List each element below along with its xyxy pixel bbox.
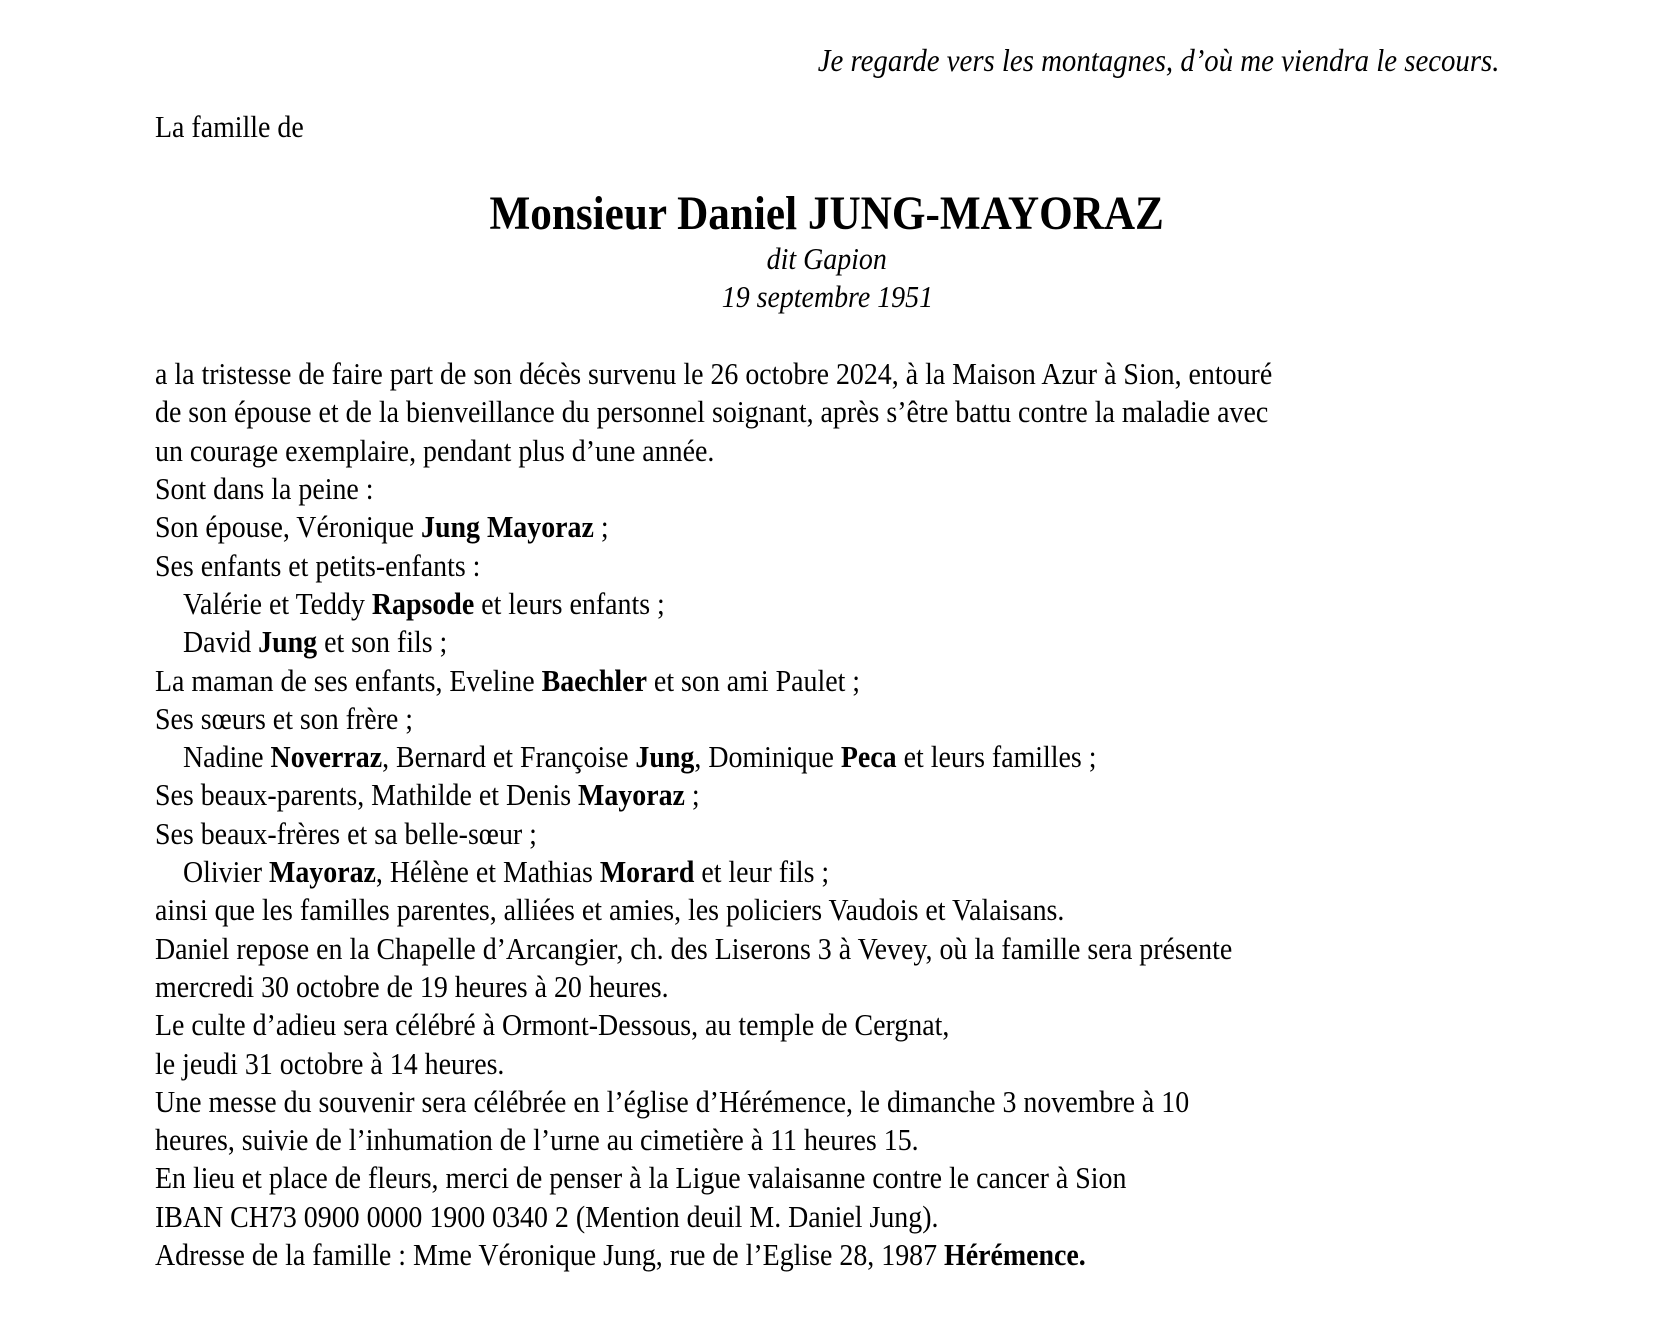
text-segment: Le culte d’adieu sera célébré à Ormont-Dessous, au temple de Cergnat, [155,1007,950,1043]
body-line-text [155,1198,938,1236]
deceased-name-text: Monsieur Daniel JUNG-MAYORAZ [489,186,1165,240]
deceased-birthdate-text: 19 septembre 1951 [721,278,933,314]
body-line-text [155,393,1268,431]
name-emphasis: Jung [635,739,695,775]
name-emphasis: Jung [258,624,318,660]
text-segment: et son fils ; [317,624,448,660]
body-line-text [155,662,860,700]
name-emphasis: Mayoraz [269,854,376,890]
text-segment: et leur fils ; [694,854,830,890]
body-line-text [155,1121,919,1159]
text-segment: Ses enfants et petits-enfants : [155,547,481,583]
text-segment: Nadine [183,739,271,775]
body-line-text [155,1006,949,1044]
text-segment: Son épouse, Véronique [155,509,422,545]
deceased-alias-text: dit Gapion [766,240,888,276]
body-line-text [155,700,413,738]
name-emphasis: Noverraz [270,739,383,775]
opening-line [155,108,1499,146]
body-line [155,1045,1499,1083]
text-segment: Adresse de la famille : Mme Véronique Jung, rue de l’Eglise 28, 1987 [155,1237,945,1273]
text-segment: Daniel repose en la Chapelle d’Arcangier, ch. des Liserons 3 à Vevey, où la famille sera présente [155,930,1233,966]
text-segment: le jeudi 31 octobre à 14 heures. [155,1045,505,1081]
name-emphasis: Hérémence. [944,1237,1086,1273]
body-line-text [155,776,700,814]
body-line-text [155,891,1064,929]
text-segment: heures, suivie de l’inhumation de l’urne au cimetière à 11 heures 15. [155,1122,919,1158]
text-segment: Ses sœurs et son frère ; [155,700,414,736]
text-segment: Une messe du souvenir sera célébrée en l’église d’Hérémence, le dimanche 3 novembre à 10 [155,1083,1190,1119]
body-line [155,930,1499,968]
body-line [155,355,1499,393]
deceased-name-heading [155,188,1499,240]
text-segment: et son ami Paulet ; [646,662,861,698]
text-segment: et leurs familles ; [896,739,1097,775]
name-emphasis: Rapsode [371,585,475,621]
body-line-text [183,738,1097,776]
body-line-text [183,853,829,891]
body-line-text [155,1083,1189,1121]
name-emphasis: Mayoraz [578,777,685,813]
body-line-text [183,623,447,661]
text-segment: La maman de ses enfants, Eveline [155,662,542,698]
body-line [155,968,1499,1006]
body-line [155,891,1499,929]
body-line-text [155,815,537,853]
body-line-text [155,930,1232,968]
body-line [155,1121,1499,1159]
body-line-text [155,470,374,508]
body-line [155,853,1499,891]
body-line-text [155,1159,1126,1197]
notice-body [155,355,1499,1274]
body-line-text [155,432,714,470]
body-line [155,1006,1499,1044]
text-segment: , Bernard et Françoise [382,739,636,775]
body-line-text [155,508,609,546]
body-line [155,432,1499,470]
text-segment: , Hélène et Mathias [375,854,600,890]
name-emphasis: Baechler [541,662,647,698]
body-line [155,585,1499,623]
body-line-text [155,547,480,585]
text-segment: ainsi que les familles parentes, alliées et amies, les policiers Vaudois et Valaisans. [155,892,1065,928]
text-segment: mercredi 30 octobre de 19 heures à 20 heures. [155,968,669,1004]
text-segment: a la tristesse de faire part de son décès survenu le 26 octobre 2024, à la Maison Azur à Sion, entouré [155,356,1273,392]
body-line [155,700,1499,738]
name-emphasis: Jung Mayoraz [421,509,594,545]
body-line [155,1198,1499,1236]
body-line-text [155,968,669,1006]
text-segment: ; [684,777,700,813]
body-line [155,470,1499,508]
body-line [155,815,1499,853]
text-segment: un courage exemplaire, pendant plus d’une année. [155,432,715,468]
body-line [155,1236,1499,1274]
text-segment: Ses beaux-parents, Mathilde et Denis [155,777,579,813]
text-segment: Ses beaux-frères et sa belle-sœur ; [155,815,537,851]
body-line [155,738,1499,776]
body-line-text [155,355,1272,393]
name-emphasis: Morard [599,854,695,890]
epigraph-text: Je regarde vers les montagnes, d’où me viendra le secours. [817,42,1499,78]
body-line-text [155,1236,1086,1274]
body-line-text [183,585,665,623]
text-segment: En lieu et place de fleurs, merci de penser à la Ligue valaisanne contre le cancer à Sion [155,1160,1127,1196]
text-segment: de son épouse et de la bienveillance du personnel soignant, après s’être battu contre la maladie avec [155,394,1269,430]
text-segment: ; [593,509,609,545]
text-segment: David [183,624,259,660]
text-segment: Sont dans la peine : [155,471,374,507]
text-segment: Olivier [183,854,270,890]
body-line [155,1083,1499,1121]
deceased-alias-line [155,240,1499,278]
name-emphasis: Peca [840,739,897,775]
text-segment: et leurs enfants ; [474,585,665,621]
body-line [155,508,1499,546]
text-segment: Valérie et Teddy [183,585,372,621]
text-segment: IBAN CH73 0900 0000 1900 0340 2 (Mention deuil M. Daniel Jung). [155,1198,939,1234]
body-line [155,776,1499,814]
body-line [155,1159,1499,1197]
opening-text: La famille de [155,109,304,145]
body-line-text [155,1045,504,1083]
text-segment: , Dominique [694,739,841,775]
deceased-birthdate-line [155,278,1499,316]
epigraph-line [155,41,1499,79]
body-line [155,393,1499,431]
body-line [155,662,1499,700]
body-line [155,547,1499,585]
body-line [155,623,1499,661]
